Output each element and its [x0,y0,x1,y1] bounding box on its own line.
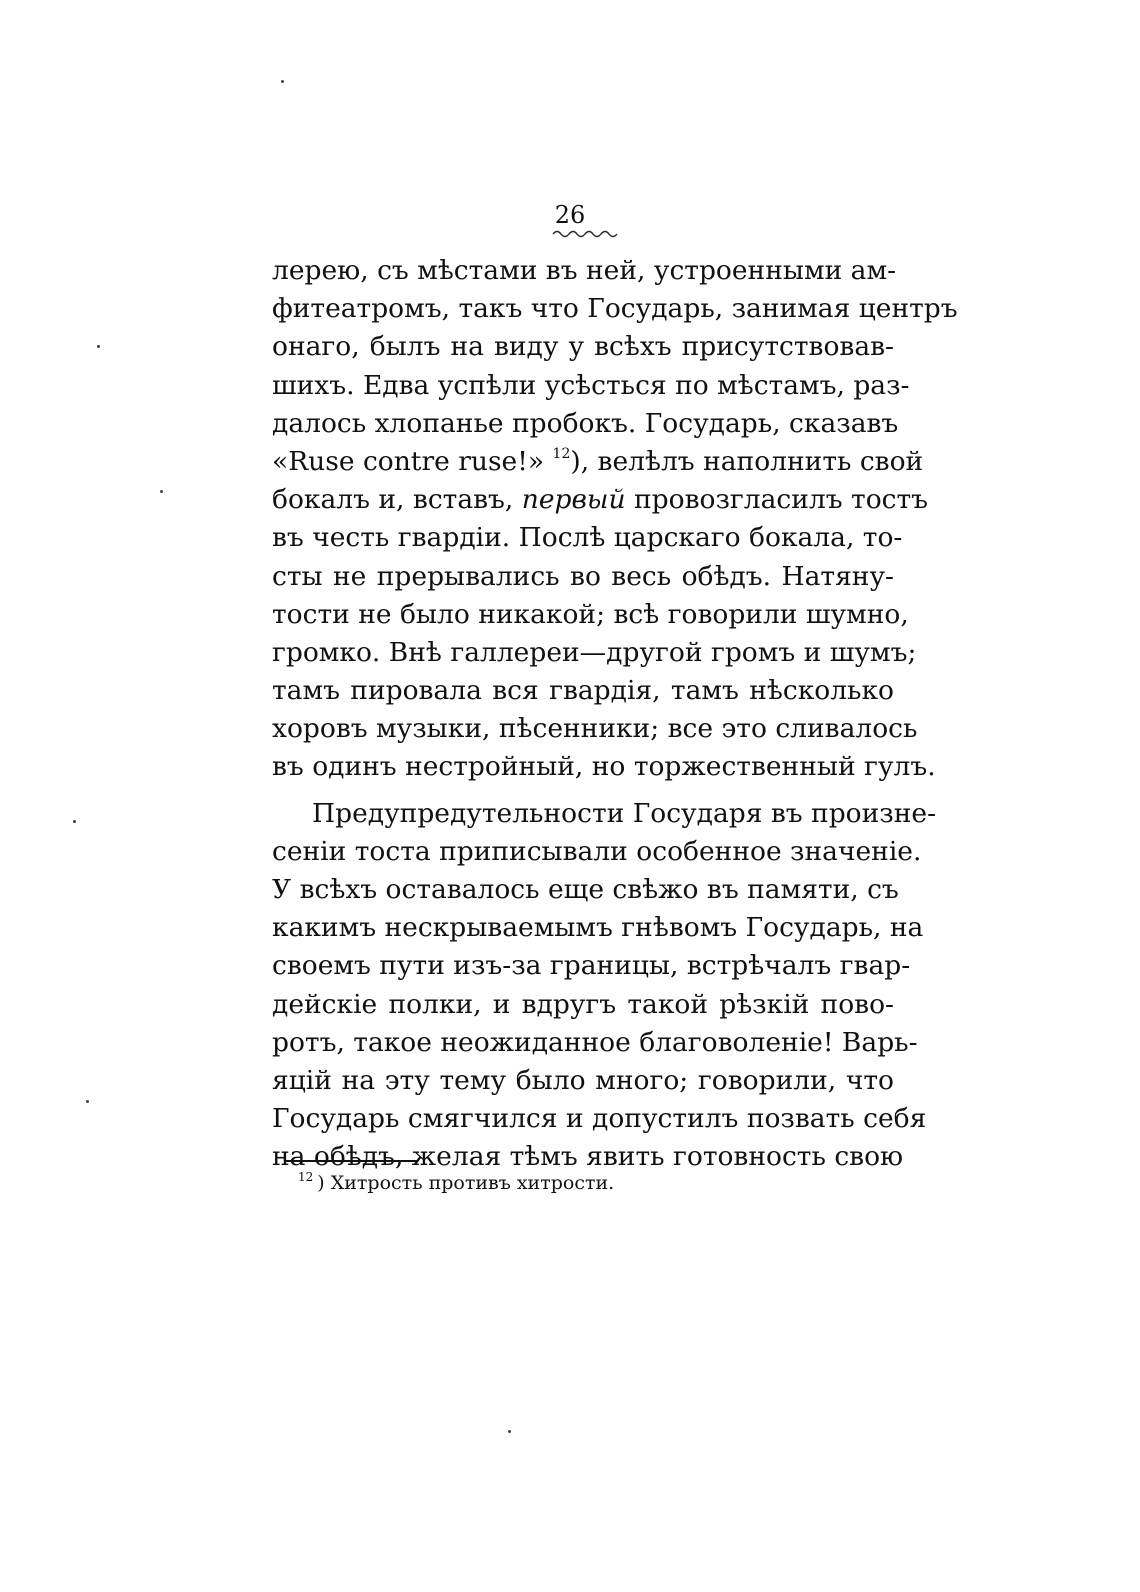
page-number: 26 [554,201,586,229]
text-line: своемъ пути изъ-за границы, встрѣчалъ гвар- [272,950,911,982]
text-line: далось хлопанье пробокъ. Государь, сказавъ [272,407,899,439]
emph-line-rest: провозгласилъ тостъ [634,484,929,516]
text-line: лерею, съ мѣстами въ ней, устроенными ам- [272,255,897,286]
text-line: на обѣдъ, желая тѣмъ явить готовность свою [272,1141,904,1173]
body-text [272,252,958,1177]
text-line: шихъ. Едва успѣли усѣсться по мѣстамъ, раз- [272,369,910,401]
footnote-mark: 12 [298,1170,314,1184]
text-line: тости не было никакой; всѣ говорили шумно, [272,598,909,630]
footnote [298,1170,614,1196]
text-line: сты не прерывались во весь обѣдъ. Натяну- [272,560,894,592]
text-line: яцій на эту тему было много; говорили, что [272,1064,894,1096]
text-line: въ одинъ нестройный, но торжественный гулъ. [272,751,936,783]
text-line: какимъ нескрываемымъ гнѣвомъ Государь, на [272,912,924,944]
text-line: тамъ пировала вся гвардія, тамъ нѣсколько [272,675,894,707]
page-number-ornament [553,229,617,239]
quote-line-rest: ), велѣлъ наполнить свой [570,445,924,477]
text-line: У всѣхъ оставалось еще свѣжо въ памяти, съ [272,874,899,905]
text-line: громко. Внѣ галлереи—другой громъ и шумъ; [272,636,917,668]
text-line: сеніи тоста приписывали особенное значеніе. [272,835,922,867]
text-line: фитеатромъ, такъ что Государь, занимая центръ [272,293,958,325]
text-line: Государь смягчился и допустилъ позвать себя [272,1103,927,1135]
footnote-reference: 12 [552,445,571,462]
text-line: дейскіе полки, и вдругъ такой рѣзкій пово- [272,988,894,1020]
scan-speck [97,345,100,348]
text-line-quote [272,443,924,481]
emphasized-word: первый [521,484,626,516]
text-line: ротъ, такое неожиданное благоволеніе! Варь- [272,1026,918,1058]
footnote-text: ) Хитрость противъ хитрости. [317,1172,615,1194]
scan-speck [73,820,76,823]
text-line: Предупредутельности Государя въ произне- [312,797,937,829]
text-line: хоровъ музыки, пѣсенники; все это сливалось [272,713,918,745]
quote-text: «Ruse contre ruse!» [272,445,545,477]
text-line-start: бокалъ и, вставъ, [272,484,514,516]
scan-speck [281,80,284,83]
scan-speck [86,1100,89,1103]
text-line-emphasis [272,481,929,519]
footnote-divider [286,1160,418,1162]
text-line: въ честь гвардіи. Послѣ царскаго бокала, то- [272,522,903,554]
scan-speck [160,490,163,493]
text-line: онаго, былъ на виду у всѣхъ присутствовав- [272,331,894,363]
scan-speck [508,1430,511,1433]
